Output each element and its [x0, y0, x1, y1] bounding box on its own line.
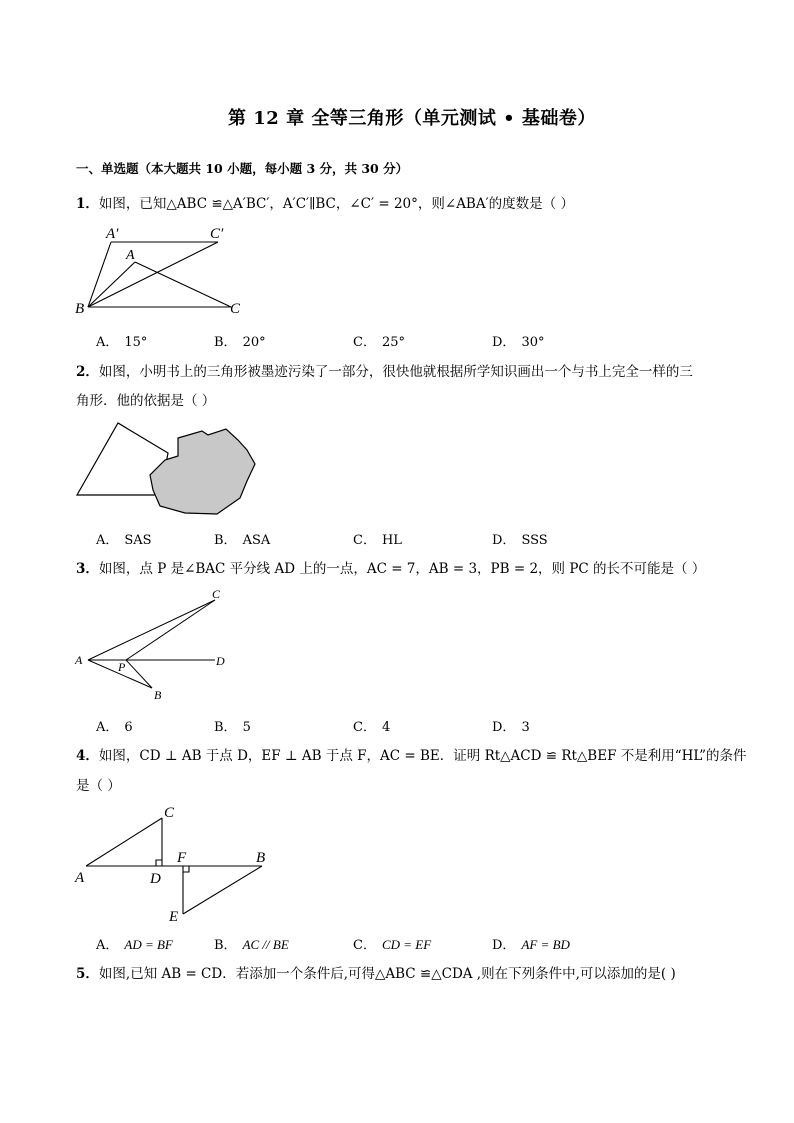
label-c: C [230, 301, 241, 317]
question-4 [76, 746, 747, 766]
label-c: C [164, 805, 175, 821]
ink-blot [150, 429, 255, 514]
label-a-prime: A′ [106, 226, 119, 242]
label-f: F [177, 850, 187, 866]
question-number: 1． [76, 196, 99, 212]
figure-q1 [70, 222, 260, 322]
question-number: 3． [76, 561, 99, 577]
question-text: 如图，已知△ABC ≌△A′BC′，A′C′∥BC，∠C′ = 20°，则∠ABA′的度数是（ ） [98, 196, 574, 212]
label-d: D [216, 654, 225, 668]
q2-option-b[interactable]: B． ASA [214, 533, 271, 548]
q2-option-a[interactable]: A． SAS [96, 533, 152, 548]
q4-option-c[interactable]: C． CD = EF [353, 937, 432, 953]
label-a: A [126, 248, 135, 263]
question-1 [76, 194, 574, 214]
q1-option-d[interactable]: D． 30° [492, 335, 545, 350]
q1-option-b[interactable]: B． 20° [214, 335, 266, 350]
question-4-line2: 是（ ） [76, 778, 121, 794]
q1-option-a[interactable]: A． 15° [96, 335, 148, 350]
figure-q4 [70, 802, 280, 927]
q2-option-d[interactable]: D． SSS [492, 533, 548, 548]
figure-q3 [70, 584, 240, 704]
q3-option-d[interactable]: D． 3 [492, 720, 530, 735]
page-title: 第 12 章 全等三角形（单元测试 • 基础卷） [228, 108, 596, 129]
label-b: B [75, 301, 85, 317]
question-number: 2． [76, 364, 99, 380]
label-c-prime: C′ [210, 226, 224, 242]
question-text-line1: 如图，小明书上的三角形被墨迹污染了一部分，很快他就根据所学知识画出一个与书上完全一样的三 [98, 364, 693, 380]
q1-option-c[interactable]: C． 25° [353, 335, 405, 350]
section-heading: 一、单选题（本大题共 10 小题，每小题 3 分，共 30 分） [76, 161, 409, 176]
question-number: 5． [76, 966, 99, 982]
question-number: 4． [76, 748, 99, 764]
question-text: 如图，点 P 是∠BAC 平分线 AD 上的一点，AC = 7，AB = 3，PB = 2，则 PC 的长不可能是（ ） [98, 561, 706, 577]
q4-option-b[interactable]: B． AC // BE [214, 937, 289, 953]
question-5 [76, 964, 676, 984]
q3-option-c[interactable]: C． 4 [353, 720, 391, 735]
label-p: P [118, 660, 126, 674]
label-b: B [154, 688, 162, 702]
question-text: 如图,已知 AB = CD．若添加一个条件后,可得△ABC ≌△CDA ,则在下列条件中,可以添加的是( ) [98, 966, 676, 982]
label-a: A [75, 653, 83, 667]
q2-option-c[interactable]: C． HL [353, 533, 402, 548]
question-2 [76, 362, 693, 382]
question-text-line1: 如图，CD ⊥ AB 于点 D，EF ⊥ AB 于点 F，AC = BE．证明 Rt△ACD ≌ Rt△BEF 不是利用“HL”的条件 [98, 748, 747, 764]
label-d: D [150, 871, 161, 887]
question-3 [76, 559, 705, 579]
label-e: E [169, 909, 179, 925]
label-b: B [256, 850, 266, 866]
q3-option-a[interactable]: A． 6 [96, 720, 133, 735]
question-2-line2: 角形．他的依据是（ ） [76, 393, 216, 409]
label-c: C [212, 587, 221, 601]
q4-option-d[interactable]: D． AF = BD [492, 937, 570, 953]
q4-option-a[interactable]: A． AD = BF [96, 937, 173, 953]
figure-q2 [70, 418, 270, 518]
label-a: A [75, 870, 85, 886]
q3-option-b[interactable]: B． 5 [214, 720, 251, 735]
